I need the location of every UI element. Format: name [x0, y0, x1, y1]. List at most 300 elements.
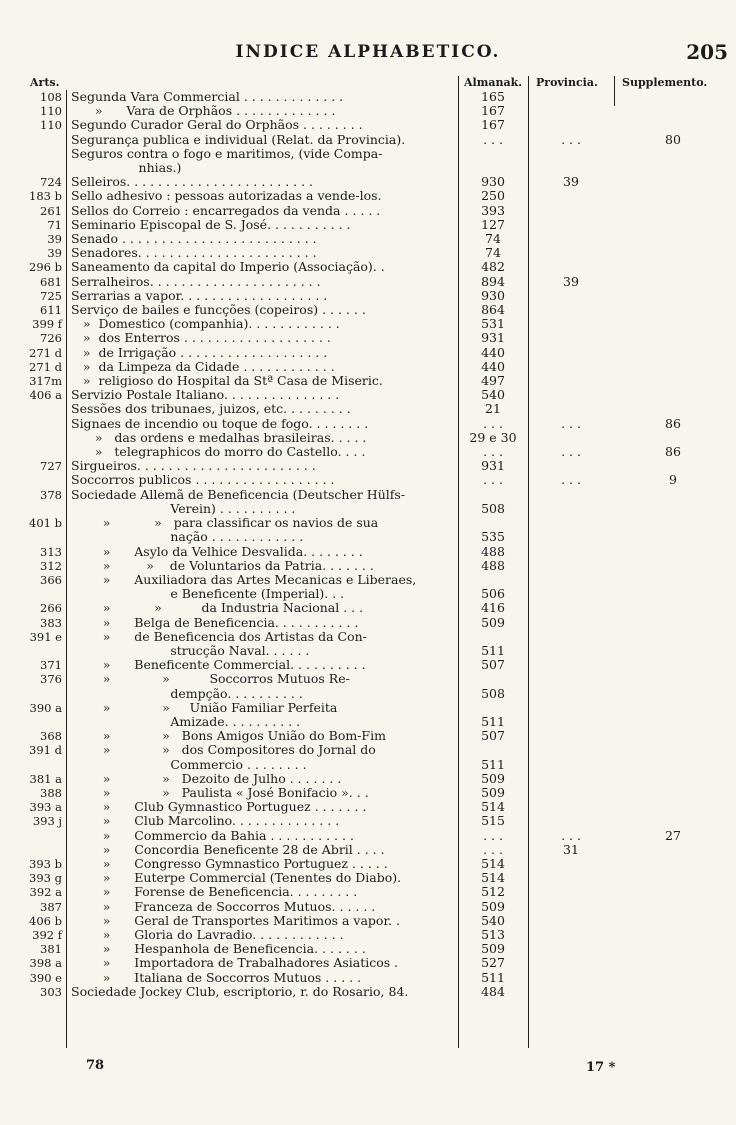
article-number: 393 b: [29, 856, 62, 871]
article-number: [12, 431, 66, 445]
provincia-page: [528, 303, 614, 317]
almanak-page: 514: [481, 856, 505, 871]
provincia-page: [528, 914, 614, 928]
table-row: [12, 616, 732, 630]
provincia-page: [528, 459, 614, 473]
almanak-page: . . .: [483, 132, 503, 147]
table-row: [12, 672, 732, 686]
provincia-page: [528, 900, 614, 914]
table-row: [12, 715, 732, 729]
entry-name: Selleiros. . . . . . . . . . . . . . . . . . . . . . . .: [71, 175, 314, 190]
supplemento-page: [614, 189, 732, 203]
entry-name: Segurança publica e individual (Relat. da Provincia).: [71, 132, 406, 147]
supplemento-page: [614, 587, 732, 601]
supplemento-page: 86: [665, 445, 681, 460]
almanak-page: 931: [481, 459, 505, 474]
table-row: [12, 530, 732, 544]
almanak-page: 508: [481, 501, 505, 516]
provincia-page: [528, 942, 614, 956]
article-number: 724: [40, 175, 62, 190]
article-number: [12, 473, 66, 487]
article-number: 183 b: [29, 189, 62, 204]
entry-name: Sello adhesivo : pessoas autorizadas a vende-los.: [71, 189, 382, 204]
entry-name: » Commercio da Bahia . . . . . . . . . . .: [71, 828, 354, 843]
provincia-page: [528, 729, 614, 743]
index-table: [12, 90, 732, 999]
entry-name: Saneamento da capital do Imperio (Associação). .: [71, 260, 385, 275]
entry-name: Verein) . . . . . . . . . .: [71, 501, 296, 516]
supplemento-page: [614, 161, 732, 175]
provincia-page: [528, 743, 614, 757]
supplemento-page: [614, 772, 732, 786]
supplemento-page: [614, 388, 732, 402]
supplemento-page: [614, 374, 732, 388]
provincia-page: [528, 885, 614, 899]
article-number: 271 d: [29, 345, 62, 360]
almanak-page: 497: [481, 374, 505, 389]
entry-name: » Vara de Orphãos . . . . . . . . . . . . .: [71, 104, 336, 119]
provincia-page: [528, 161, 614, 175]
table-row: [12, 559, 732, 573]
entry-name: » Franceza de Soccorros Mutuos. . . . . .: [71, 899, 376, 914]
entry-name: Senadores. . . . . . . . . . . . . . . . . . . . . . .: [71, 246, 317, 261]
entry-name: » Hespanhola de Beneficencia. . . . . . .: [71, 942, 366, 957]
table-row: [12, 275, 732, 289]
almanak-page: 930: [481, 175, 505, 190]
table-row: [12, 587, 732, 601]
article-number: 406 b: [29, 913, 62, 928]
almanak-page: 29 e 30: [469, 430, 517, 445]
article-number: 393 a: [29, 800, 62, 815]
supplemento-page: [614, 289, 732, 303]
article-number: 388: [40, 785, 62, 800]
entry-name: Seminario Episcopal de S. José. . . . . . . . . . .: [71, 217, 351, 232]
supplemento-page: [614, 800, 732, 814]
table-row: [12, 402, 732, 416]
entry-name: » telegraphicos do morro do Castello. . . .: [71, 445, 366, 460]
index-body: [12, 90, 732, 999]
almanak-page: 482: [481, 260, 505, 275]
supplemento-page: [614, 786, 732, 800]
article-number: [12, 133, 66, 147]
provincia-page: [528, 289, 614, 303]
provincia-page: [528, 402, 614, 416]
provincia-page: . . .: [561, 473, 581, 488]
table-row: [12, 431, 732, 445]
table-row: [12, 545, 732, 559]
provincia-page: [528, 488, 614, 502]
entry-name: » » Paulista « José Bonifacio ». . .: [71, 785, 369, 800]
almanak-page: 531: [481, 317, 505, 332]
almanak-page: 509: [481, 771, 505, 786]
table-row: [12, 928, 732, 942]
table-row: [12, 473, 732, 487]
provincia-page: [528, 502, 614, 516]
table-row: [12, 687, 732, 701]
almanak-page: . . .: [483, 842, 503, 857]
almanak-page: 74: [485, 246, 501, 261]
article-number: 381 a: [29, 771, 62, 786]
entry-name: » » da Industria Nacional . . .: [71, 601, 364, 616]
almanak-page: 506: [481, 587, 505, 602]
provincia-page: [528, 672, 614, 686]
supplemento-page: [614, 658, 732, 672]
article-number: 399 f: [32, 317, 62, 332]
article-number: 611: [40, 303, 62, 318]
article-number: [12, 843, 66, 857]
provincia-page: [528, 772, 614, 786]
article-number: 725: [40, 288, 62, 303]
article-number: 387: [40, 899, 62, 914]
supplemento-page: 80: [665, 132, 681, 147]
provincia-page: [528, 956, 614, 970]
supplemento-page: [614, 104, 732, 118]
table-row: [12, 701, 732, 715]
article-number: [12, 417, 66, 431]
supplemento-page: [614, 545, 732, 559]
supplemento-page: [614, 885, 732, 899]
provincia-page: [528, 971, 614, 985]
entry-name: Segunda Vara Commercial . . . . . . . . . . . . .: [71, 90, 344, 104]
almanak-page: 511: [481, 757, 505, 772]
supplemento-page: [614, 331, 732, 345]
provincia-page: [528, 985, 614, 999]
article-number: 39: [47, 232, 62, 247]
almanak-page: [458, 743, 528, 757]
provincia-page: [528, 587, 614, 601]
provincia-page: 39: [563, 274, 579, 289]
almanak-page: 509: [481, 899, 505, 914]
supplemento-page: [614, 971, 732, 985]
provincia-page: [528, 630, 614, 644]
article-number: 393 j: [32, 814, 62, 829]
table-row: [12, 232, 732, 246]
almanak-page: 540: [481, 913, 505, 928]
supplemento-page: [614, 687, 732, 701]
entry-name: » Club Marcolino. . . . . . . . . . . . . .: [71, 814, 340, 829]
provincia-page: [528, 715, 614, 729]
supplemento-page: [614, 118, 732, 132]
entry-name: dempção. . . . . . . . . .: [71, 686, 303, 701]
table-row: [12, 857, 732, 871]
supplemento-page: [614, 843, 732, 857]
almanak-page: 416: [481, 601, 505, 616]
entry-name: Seguros contra o fogo e maritimos, (vide Compa-: [71, 146, 383, 161]
entry-name: » » Bons Amigos União do Bom-Fim: [71, 729, 386, 744]
almanak-page: . . .: [483, 445, 503, 460]
entry-name: Serralheiros. . . . . . . . . . . . . . . . . . . . . .: [71, 274, 321, 289]
table-row: [12, 900, 732, 914]
almanak-page: 74: [485, 232, 501, 247]
signature-mark-right: 17 *: [586, 1060, 616, 1075]
almanak-page: 440: [481, 359, 505, 374]
article-number: 401 b: [29, 516, 62, 531]
entry-name: » » para classificar os navios de sua: [71, 516, 379, 531]
provincia-page: [528, 104, 614, 118]
table-row: [12, 843, 732, 857]
table-row: [12, 189, 732, 203]
supplemento-page: [614, 758, 732, 772]
provincia-page: [528, 90, 614, 104]
article-number: 383: [40, 615, 62, 630]
almanak-page: 514: [481, 800, 505, 815]
entry-name: » Beneficente Commercial. . . . . . . . . .: [71, 658, 366, 673]
article-number: 398 a: [29, 956, 62, 971]
provincia-page: [528, 346, 614, 360]
almanak-page: 393: [481, 203, 505, 218]
provincia-page: [528, 232, 614, 246]
almanak-page: 535: [481, 530, 505, 545]
supplemento-page: [614, 431, 732, 445]
supplemento-page: [614, 459, 732, 473]
column-header-arts: Arts.: [30, 76, 60, 89]
almanak-page: 509: [481, 785, 505, 800]
supplemento-page: [614, 275, 732, 289]
page-title: INDICE ALPHABETICO.: [235, 42, 501, 62]
entry-name: » Auxiliadora das Artes Mecanicas e Liberaes,: [71, 572, 417, 587]
provincia-page: [528, 331, 614, 345]
entry-name: » » União Familiar Perfeita: [71, 700, 338, 715]
entry-name: » Gloria do Lavradio. . . . . . . . . . . .: [71, 927, 344, 942]
article-number: [12, 502, 66, 516]
article-number: 726: [40, 331, 62, 346]
almanak-page: 930: [481, 288, 505, 303]
article-number: 381: [40, 942, 62, 957]
entry-name: » » dos Compositores do Jornal do: [71, 743, 376, 758]
provincia-page: [528, 189, 614, 203]
entry-name: » » de Voluntarios da Patria. . . . . . .: [71, 558, 374, 573]
table-row: [12, 260, 732, 274]
article-number: [12, 829, 66, 843]
entry-name: » Forense de Beneficencia. . . . . . . . .: [71, 885, 358, 900]
article-number: [12, 687, 66, 701]
almanak-page: 440: [481, 345, 505, 360]
almanak-page: [458, 630, 528, 644]
almanak-page: 511: [481, 643, 505, 658]
supplemento-page: [614, 956, 732, 970]
table-row: [12, 971, 732, 985]
entry-name: » » Dezoito de Julho . . . . . . .: [71, 771, 342, 786]
almanak-page: 540: [481, 388, 505, 403]
supplemento-page: 27: [665, 828, 681, 843]
entry-name: Servizio Postale Italiano. . . . . . . . . . . . . . .: [71, 388, 340, 403]
provincia-page: [528, 545, 614, 559]
provincia-page: [528, 786, 614, 800]
provincia-page: [528, 573, 614, 587]
entry-name: » religioso do Hospital da Stª Casa de Miseric.: [71, 374, 383, 389]
supplemento-page: [614, 743, 732, 757]
supplemento-page: [614, 715, 732, 729]
entry-name: Sociedade Allemã de Beneficencia (Deutscher Hülfs-: [71, 487, 406, 502]
column-header-provincia: Provincia.: [536, 76, 598, 89]
entry-name: Sirgueiros. . . . . . . . . . . . . . . . . . . . . . .: [71, 459, 316, 474]
supplemento-page: 86: [665, 416, 681, 431]
provincia-page: [528, 800, 614, 814]
table-row: [12, 147, 732, 161]
table-row: [12, 218, 732, 232]
provincia-page: [528, 317, 614, 331]
entry-name: nhias.): [71, 161, 182, 176]
supplemento-page: [614, 530, 732, 544]
supplemento-page: [614, 488, 732, 502]
provincia-page: [528, 374, 614, 388]
almanak-page: 511: [481, 714, 505, 729]
almanak-page: [458, 488, 528, 502]
entry-name: Amizade. . . . . . . . . .: [71, 714, 301, 729]
supplemento-page: [614, 502, 732, 516]
supplemento-page: [614, 601, 732, 615]
almanak-page: 508: [481, 686, 505, 701]
article-number: 266: [40, 601, 62, 616]
supplemento-page: [614, 90, 732, 104]
article-number: 317m: [29, 374, 62, 389]
entry-name: » Euterpe Commercial (Tenentes do Diabo).: [71, 871, 402, 886]
almanak-page: 484: [481, 984, 505, 999]
signature-mark-left: 78: [86, 1058, 105, 1073]
entry-name: nação . . . . . . . . . . . .: [71, 530, 304, 545]
almanak-page: [458, 672, 528, 686]
table-row: [12, 303, 732, 317]
supplemento-page: [614, 303, 732, 317]
entry-name: Serviço de bailes e funcções (copeiros) . . . . . .: [71, 303, 366, 318]
article-number: 261: [40, 203, 62, 218]
article-number: 392 f: [32, 927, 62, 942]
article-number: 378: [40, 487, 62, 502]
provincia-page: [528, 758, 614, 772]
article-number: 366: [40, 572, 62, 587]
supplemento-page: [614, 246, 732, 260]
table-row: [12, 90, 732, 104]
supplemento-page: [614, 900, 732, 914]
article-number: 390 a: [29, 700, 62, 715]
table-row: [12, 942, 732, 956]
provincia-page: . . .: [561, 828, 581, 843]
table-row: [12, 885, 732, 899]
supplemento-page: [614, 729, 732, 743]
table-row: [12, 829, 732, 843]
entry-name: » de Beneficencia dos Artistas da Con-: [71, 629, 367, 644]
table-row: [12, 814, 732, 828]
table-row: [12, 772, 732, 786]
supplemento-page: [614, 147, 732, 161]
supplemento-page: [614, 914, 732, 928]
table-row: [12, 104, 732, 118]
provincia-page: [528, 658, 614, 672]
entry-name: Soccorros publicos . . . . . . . . . . . . . . . . . .: [71, 473, 335, 488]
entry-name: » das ordens e medalhas brasileiras. . . . .: [71, 430, 367, 445]
table-row: [12, 488, 732, 502]
almanak-page: 127: [481, 217, 505, 232]
table-row: [12, 956, 732, 970]
supplemento-page: [614, 360, 732, 374]
table-row: [12, 758, 732, 772]
almanak-page: 931: [481, 331, 505, 346]
table-row: [12, 175, 732, 189]
table-row: [12, 317, 732, 331]
provincia-page: [528, 246, 614, 260]
almanak-page: [458, 516, 528, 530]
supplemento-page: [614, 232, 732, 246]
entry-name: » Importadora de Trabalhadores Asiaticos .: [71, 956, 399, 971]
supplemento-page: [614, 701, 732, 715]
table-row: [12, 800, 732, 814]
table-row: [12, 573, 732, 587]
table-row: [12, 871, 732, 885]
entry-name: » Concordia Beneficente 28 de Abril . . . .: [71, 842, 385, 857]
entry-name: Segundo Curador Geral do Orphãos . . . . . . . .: [71, 118, 363, 133]
table-row: [12, 601, 732, 615]
almanak-page: 167: [481, 104, 505, 119]
table-row: [12, 417, 732, 431]
provincia-page: [528, 687, 614, 701]
provincia-page: [528, 516, 614, 530]
article-number: 390 e: [29, 970, 62, 985]
almanak-page: 21: [485, 402, 501, 417]
almanak-page: [458, 161, 528, 175]
almanak-page: 167: [481, 118, 505, 133]
entry-name: Sociedade Jockey Club, escriptorio, r. do Rosario, 84.: [71, 984, 409, 999]
article-number: [12, 445, 66, 459]
article-number: 406 a: [29, 388, 62, 403]
almanak-page: . . .: [483, 828, 503, 843]
entry-name: » Italiana de Soccorros Mutuos . . . . .: [71, 970, 362, 985]
article-number: 110: [40, 104, 62, 119]
almanak-page: . . .: [483, 416, 503, 431]
table-row: [12, 161, 732, 175]
provincia-page: [528, 218, 614, 232]
supplemento-page: [614, 672, 732, 686]
provincia-page: 31: [563, 842, 579, 857]
supplemento-page: [614, 317, 732, 331]
almanak-page: 527: [481, 956, 505, 971]
entry-name: Serrarias a vapor. . . . . . . . . . . . . . . . . . .: [71, 288, 328, 303]
almanak-page: 512: [481, 885, 505, 900]
table-row: [12, 516, 732, 530]
almanak-page: [458, 701, 528, 715]
article-number: 271 d: [29, 359, 62, 374]
article-number: [12, 758, 66, 772]
provincia-page: [528, 431, 614, 445]
supplemento-page: [614, 814, 732, 828]
entry-name: » de Irrigação . . . . . . . . . . . . . . . . . . .: [71, 345, 328, 360]
article-number: 376: [40, 672, 62, 687]
article-number: 393 g: [29, 871, 62, 886]
almanak-page: 488: [481, 558, 505, 573]
supplemento-page: [614, 175, 732, 189]
column-header-almanak: Almanak.: [464, 76, 523, 89]
almanak-page: 513: [481, 927, 505, 942]
provincia-page: [528, 928, 614, 942]
article-number: [12, 402, 66, 416]
table-row: [12, 743, 732, 757]
entry-name: » Congresso Gymnastico Portuguez . . . . .: [71, 856, 388, 871]
article-number: 110: [40, 118, 62, 133]
entry-name: Senado . . . . . . . . . . . . . . . . . . . . . . . . .: [71, 232, 317, 247]
supplemento-page: [614, 559, 732, 573]
almanak-page: 511: [481, 970, 505, 985]
provincia-page: . . .: [561, 445, 581, 460]
provincia-page: [528, 616, 614, 630]
entry-name: Commercio . . . . . . . .: [71, 757, 307, 772]
entry-name: » da Limpeza da Cidade . . . . . . . . . . . .: [71, 359, 335, 374]
table-row: [12, 445, 732, 459]
table-row: [12, 346, 732, 360]
entry-name: Signaes de incendio ou toque de fogo. . . . . . . .: [71, 416, 369, 431]
article-number: 391 e: [29, 629, 62, 644]
supplemento-page: [614, 204, 732, 218]
article-number: [12, 715, 66, 729]
table-row: [12, 502, 732, 516]
